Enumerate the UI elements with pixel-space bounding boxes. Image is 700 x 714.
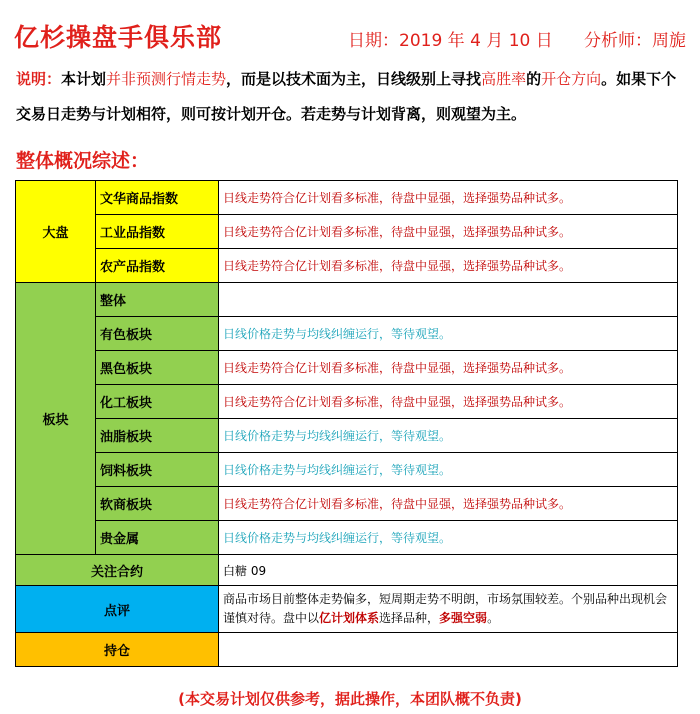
focus-row	[16, 555, 678, 586]
market-comment: 日线走势符合亿计划看多标准，待盘中显强，选择强势品种试多。	[219, 215, 678, 249]
sector-name: 软商板块	[96, 487, 219, 521]
sector-comment: 日线走势符合亿计划看多标准，待盘中显强，选择强势品种试多。	[219, 385, 678, 419]
sector-name: 饲料板块	[96, 453, 219, 487]
position-value	[219, 633, 678, 667]
sector-name: 贵金属	[96, 521, 219, 555]
market-category: 大盘	[16, 181, 96, 283]
section-title: 整体概况综述：	[16, 150, 150, 172]
sector-comment: 日线走势符合亿计划看多标准，待盘中显强，选择强势品种试多。	[219, 487, 678, 521]
review-part-3: 。	[487, 611, 500, 625]
sector-comment	[219, 283, 678, 317]
overview-table	[15, 180, 678, 667]
market-comment: 日线走势符合亿计划看多标准，待盘中显强，选择强势品种试多。	[219, 249, 678, 283]
market-comment: 日线走势符合亿计划看多标准，待盘中显强，选择强势品种试多。	[219, 181, 678, 215]
review-part-1: 商品市场目前整体走势偏多，短周期走势不明朗，市场氛围较差。个别品种出现机会谨慎对待。盘中以	[223, 592, 668, 625]
sector-comment: 日线走势符合亿计划看多标准，待盘中显强，选择强势品种试多。	[219, 351, 678, 385]
focus-label: 关注合约	[16, 555, 219, 586]
sector-category: 板块	[16, 283, 96, 555]
position-label: 持仓	[16, 633, 219, 667]
disclaimer-note	[16, 62, 686, 132]
header	[14, 18, 686, 54]
table-row	[16, 215, 678, 249]
table-row	[16, 521, 678, 555]
table-row	[16, 317, 678, 351]
sector-name: 整体	[96, 283, 219, 317]
table-row	[16, 181, 678, 215]
review-highlight-1: 亿计划体系	[319, 611, 380, 625]
table-row	[16, 249, 678, 283]
analyst: 分析师：周旎	[584, 31, 686, 51]
review-highlight-2: 多强空弱	[439, 611, 488, 625]
footer-disclaimer: (本交易计划仅供参考，据此操作，本团队概不负责)	[178, 690, 522, 708]
market-name: 文华商品指数	[96, 181, 219, 215]
review-row	[16, 586, 678, 633]
position-row	[16, 633, 678, 667]
note-highlight-3: 开仓方向	[541, 70, 602, 88]
table-row	[16, 487, 678, 521]
sector-comment: 日线价格走势与均线纠缠运行，等待观望。	[219, 419, 678, 453]
note-text-2: ，而是以技术面为主，日线级别上寻找	[226, 70, 482, 88]
sector-comment: 日线价格走势与均线纠缠运行，等待观望。	[219, 453, 678, 487]
table-row	[16, 351, 678, 385]
table-row	[16, 283, 678, 317]
note-text-3: 的	[526, 70, 542, 88]
sector-name: 黑色板块	[96, 351, 219, 385]
market-name: 工业品指数	[96, 215, 219, 249]
note-highlight-2: 高胜率	[481, 70, 527, 88]
sector-name: 化工板块	[96, 385, 219, 419]
note-highlight-1: 并非预测行情走势	[106, 70, 227, 88]
club-name: 亿杉操盘手俱乐部	[14, 23, 223, 52]
sector-name: 有色板块	[96, 317, 219, 351]
note-text-4: 。如果下个交易日走势与计划相符，则可按计划开仓。若走势与计划背离，则观望为主。	[16, 70, 677, 123]
table-row	[16, 453, 678, 487]
sector-comment: 日线价格走势与均线纠缠运行，等待观望。	[219, 317, 678, 351]
table-row	[16, 385, 678, 419]
review-part-2: 选择品种，	[379, 611, 440, 625]
market-name: 农产品指数	[96, 249, 219, 283]
focus-contract: 白糖 09	[219, 555, 678, 586]
review-label: 点评	[16, 586, 219, 633]
report-date: 日期：2019 年 4 月 10 日	[348, 31, 553, 51]
review-text	[219, 586, 678, 633]
sector-name: 油脂板块	[96, 419, 219, 453]
note-text-1: 本计划	[61, 70, 107, 88]
table-row	[16, 419, 678, 453]
note-label: 说明：	[16, 70, 62, 88]
sector-comment: 日线价格走势与均线纠缠运行，等待观望。	[219, 521, 678, 555]
